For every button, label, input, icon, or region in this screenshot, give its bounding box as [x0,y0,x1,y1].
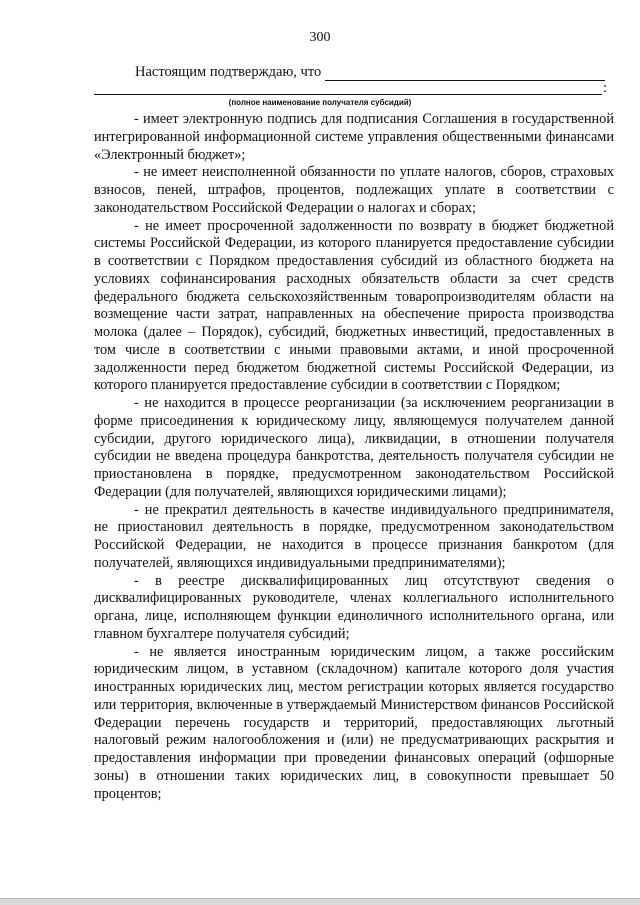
recipient-name-blank-line [94,94,602,95]
colon: : [603,80,608,96]
paragraph-foreign-entity: - не является иностранным юридическим лицом, а также российским юридическим лицом, в уставном (складочном) капитале которого доля участия иностранных юридических лиц, местом регистрации которых является государство или территория, включенные в утверждаемый Министерством финансов Российской Федерации перечень государств и территорий, предоставляющих льготный налоговый режим налогообложения и (или) не предусматривающих раскрытия и предоставления информации при проведении финансовых операций (офшорные зоны) в отношении таких юридических лиц, в совокупности превышает 50 процентов; [94,643,614,802]
page-number: 300 [309,30,331,45]
recipient-name-blank [325,66,605,81]
paragraph-tax-obligations: - не имеет неисполненной обязанности по уплате налогов, сборов, страховых взносов, пеней, штрафов, процентов, подлежащих уплате в соответствии с законодательством Российской Федерации о налогах и сборах; [94,164,614,216]
field-caption: (полное наименование получателя субсидий) [228,98,412,107]
paragraph-overdue-debt: - не имеет просроченной задолженности по возврату в бюджет бюджетной системы Российской Федерации, из которого планируется предоставление субсидии в соответствии с Порядком предоставления субсидий из областного бюджета на условиях софинансирования расходных обязательств области за счет средств федерального бюджета сельскохозяйственным товаропроизводителям области на возмещение части затрат, направленных на обеспечение прироста производства молока (далее – Порядок), субсидий, бюджетных инвестиций, предоставленных в том числе в соответствии с иными правовыми актами, и иной просроченной задолженности перед бюджетом бюджетной системы Российской Федерации, из которого планируется предоставление субсидии в соответствии с Порядком; [94,217,614,394]
page-bottom-edge [0,898,640,905]
confirmation-text: Настоящим подтверждаю, что [135,64,322,80]
paragraph-electronic-signature: - имеет электронную подпись для подписания Соглашения в государственной интегрированной информационной системе управления общественными финансами «Электронный бюджет»; [94,111,614,163]
paragraph-reorganization: - не находится в процессе реорганизации (за исключением реорганизации в форме присоединения к юридическому лицу, являющемуся получателем данной субсидии, другого юридического лица), ликвидации, в отношении получателя субсидии не введена процедура банкротства, деятельность получателя субсидии не приостановлена в порядке, предусмотренном законодательством Российской Федерации (для получателей, являющихся юридическими лицами); [94,395,614,500]
confirmation-line [135,63,605,81]
paragraph-disqualified-registry: - в реестре дисквалифицированных лиц отсутствуют сведения о дисквалифицированных руководителе, членах коллегиального исполнительного органа, лице, исполняющем функции единоличного исполнительного органа, или главном бухгалтере получателя субсидий; [94,572,614,642]
document-body [94,111,614,803]
paragraph-entrepreneur: - не прекратил деятельность в качестве индивидуального предпринимателя, не приостановил деятельность в порядке, предусмотренном законодательством Российской Федерации, не находится в процессе признания банкротом (для получателей, являющихся индивидуальными предпринимателями); [94,501,614,571]
